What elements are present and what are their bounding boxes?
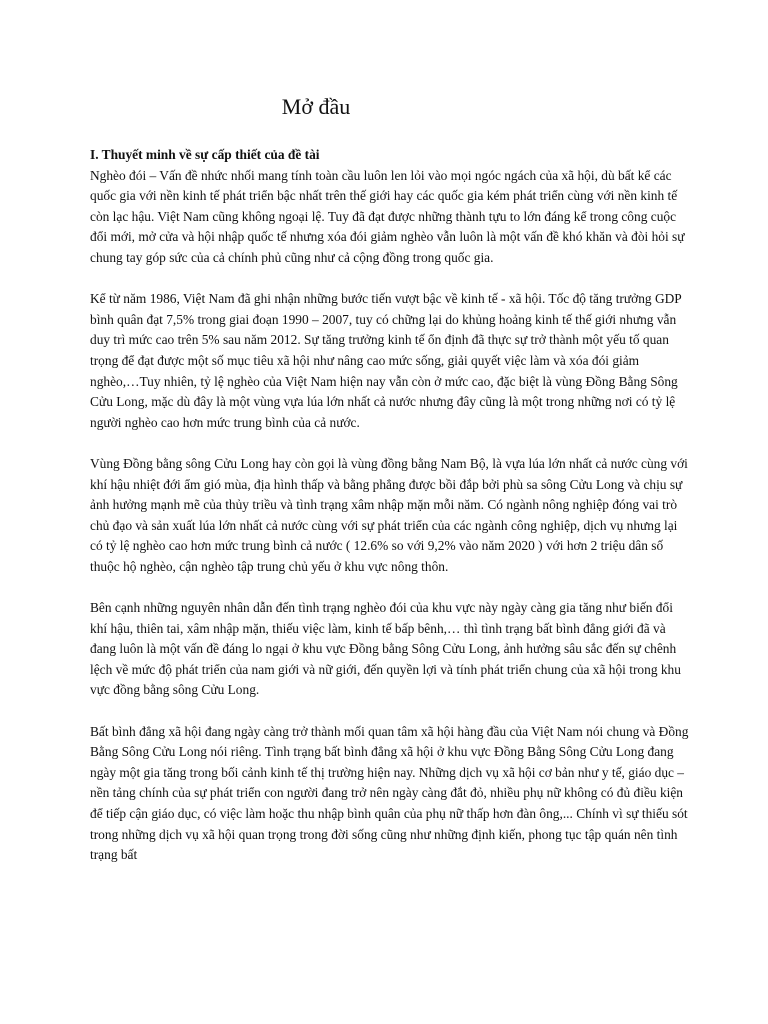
paragraph-1: Nghèo đói – Vấn đề nhức nhối mang tính toàn cầu luôn len lỏi vào mọi ngóc ngách của xã hội, dù bất kể các quốc gia với nền kinh tế phát triển bậc nhất trên thế giới hay các quốc gia kém phát triển cùng với nền kinh tế còn lạc hậu. Việt Nam cũng không ngoại lệ. Tuy đã đạt được những thành tựu to lớn đáng kể trong công cuộc đổi mới, mở cửa và hội nhập quốc tế nhưng xóa đói giảm nghèo vẫn luôn là một vấn đề khó khăn và đòi hỏi sự chung tay góp sức của cả chính phủ cũng như cả cộng đồng trong quốc gia.: [90, 167, 685, 265]
section-heading: I. Thuyết minh về sự cấp thiết của đề tài: [90, 147, 320, 162]
paragraph-2: Kể từ năm 1986, Việt Nam đã ghi nhận những bước tiến vượt bậc về kinh tế - xã hội. Tốc độ tăng trưởng GDP bình quân đạt 7,5% trong giai đoạn 1990 – 2007, tuy có chững lại do khủng hoảng kinh tế thế giới nhưng vẫn duy trì mức cao trên 5% sau năm 2012. Sự tăng trưởng kinh tế ổn định đã thực sự trở thành một yếu tố quan trọng để đạt được một số mục tiêu xã hội như nâng cao mức sống, giải quyết việc làm và xóa đói giảm nghèo,…Tuy nhiên, tỷ lệ nghèo của Việt Nam hiện nay vẫn còn ở mức cao, đặc biệt là vùng Đồng Bằng Sông Cửu Long, mặc dù đây là một vùng vựa lúa lớn nhất cả nước nhưng đây cũng là một trong những nơi có tỷ lệ người nghèo cao hơn mức trung bình của cả nước.: [90, 291, 682, 430]
paragraph-5: Bất bình đẳng xã hội đang ngày càng trở thành mối quan tâm xã hội hàng đầu của Việt Nam nói chung và Đồng Bằng Sông Cửu Long nói riêng. Tình trạng bất bình đẳng xã hội ở khu vực Đồng Bằng Sông Cửu Long đang ngày một gia tăng trong bối cảnh kinh tế thị trường hiện nay. Những dịch vụ xã hội cơ bản như y tế, giáo dục – nền tảng chính của sự phát triển con người đang trở nên ngày càng đắt đỏ, nhiều phụ nữ không có đủ điều kiện để tiếp cận giáo dục, có việc làm hoặc thu nhập bình quân của phụ nữ thấp hơn đàn ông,... Chính vì sự thiếu sót trong những dịch vụ xã hội quan trọng trong đời sống cũng như những định kiến, phong tục tập quán nên tình trạng bất: [90, 723, 689, 863]
paragraph-3: Vùng Đồng bằng sông Cửu Long hay còn gọi là vùng đồng bằng Nam Bộ, là vựa lúa lớn nhất cả nước cùng với khí hậu nhiệt đới ẩm gió mùa, địa hình thấp và bằng phẳng được bồi đắp bởi phù sa sông Cửu Long và chịu sự ảnh hưởng mạnh mẽ của thủy triều và tình trạng xâm nhập mặn mỗi năm. Có ngành nông nghiệp đóng vai trò chủ đạo và sản xuất lúa lớn nhất cả nước cùng với sự phát triển của các ngành công nghiệp, dịch vụ nhưng lại có tỷ lệ nghèo cao hơn mức trung bình cả nước ( 12.6% so với 9,2% vào năm 2020 ) với hơn 2 triệu dân số thuộc hộ nghèo, cận nghèo tập trung chủ yếu ở khu vực nông thôn.: [90, 455, 688, 574]
paragraph-4: Bên cạnh những nguyên nhân dẫn đến tình trạng nghèo đói của khu vực này ngày càng gia tăng như biến đổi khí hậu, thiên tai, xâm nhập mặn, thiếu việc làm, kinh tế bấp bênh,… thì tình trạng bất bình đẳng giới đã và đang luôn là một vấn đề đáng lo ngại ở khu vực Đồng bằng Sông Cửu Long, ảnh hưởng sâu sắc đến sự chênh lệch về mức độ phát triển của nam giới và nữ giới, đến quyền lợi và tính phát triển chung của xã hội trong khu vực đồng bằng sông Cửu Long.: [90, 600, 681, 698]
document-body: [90, 145, 690, 886]
document-title: Mở đầu: [281, 94, 351, 119]
